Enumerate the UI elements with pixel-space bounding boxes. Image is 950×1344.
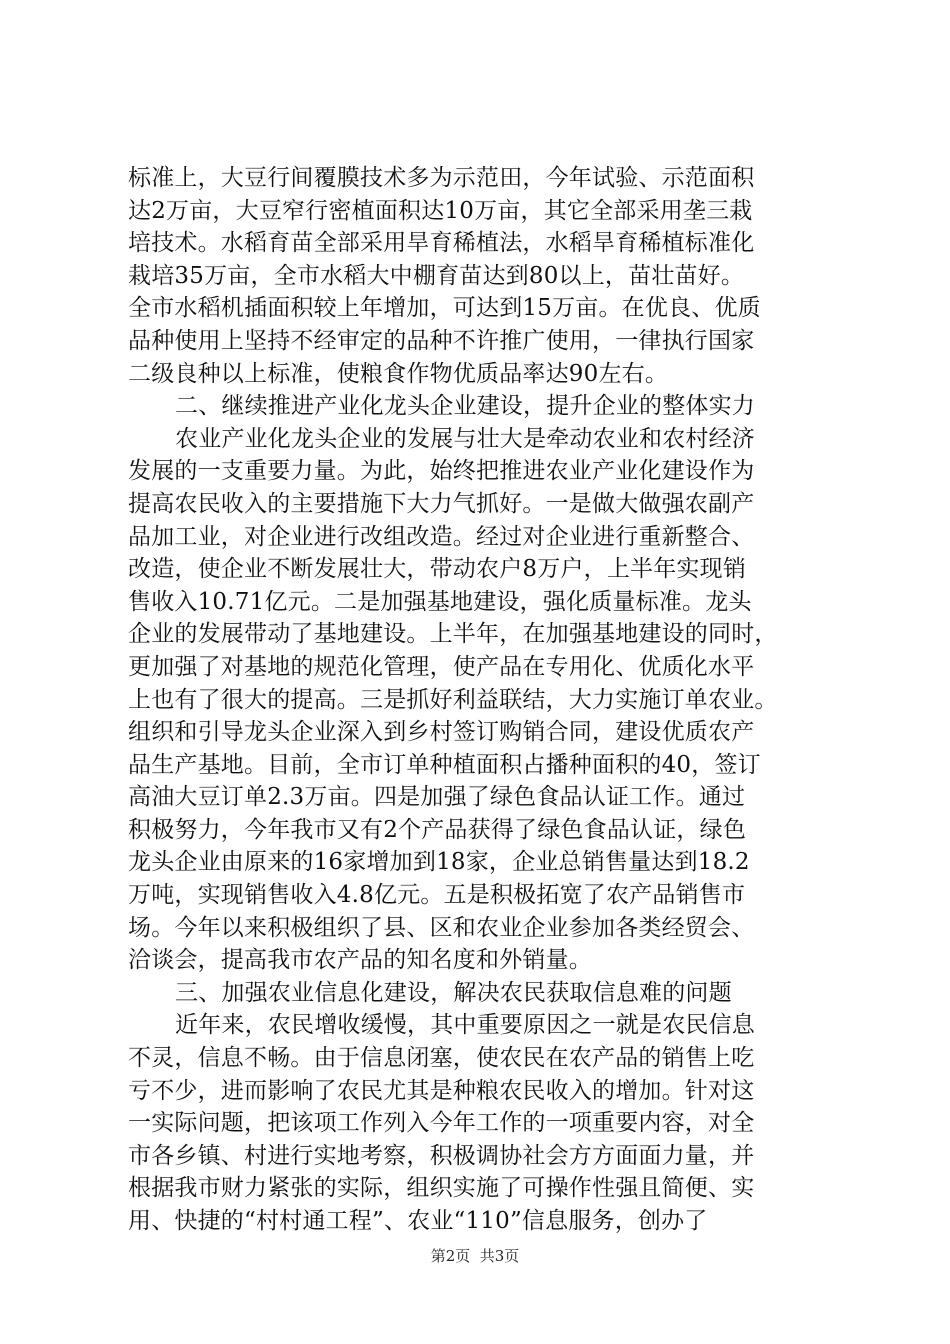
text-line: 不灵，信息不畅。由于信息闭塞，使农民在农产品的销售上吃: [128, 1045, 755, 1072]
text-line: 万吨，实现销售收入4.8亿元。五是积极拓宽了农产品销售市: [128, 882, 746, 909]
text-line: 用、快捷的“村村通工程”、农业“110”信息服务，创办了: [128, 1208, 708, 1234]
text-line: 二级良种以上标准，使粮食作物优质品率达90左右。: [128, 360, 669, 387]
text-line: 改造，使企业不断发展壮大，带动农户8万户，上半年实现销: [128, 556, 747, 583]
text-line: 品种使用上坚持不经审定的品种不许推广使用，一律执行国家: [128, 327, 755, 354]
text-line: 品生产基地。目前，全市订单种植面积占播种面积的40，签订: [128, 751, 761, 778]
text-line: 售收入10.71亿元。二是加强基地建设，强化质量标准。龙头: [128, 588, 752, 615]
text-line: 农业产业化龙头企业的发展与壮大是牵动农业和农村经济: [175, 425, 755, 452]
text-line: 一实际问题，把该项工作列入今年工作的一项重要内容，对全: [128, 1110, 755, 1137]
text-line: 组织和引导龙头企业深入到乡村签订购销合同，建设优质农产: [128, 719, 755, 746]
text-line: 龙头企业由原来的16家增加到18家，企业总销售量达到18.2: [128, 849, 750, 876]
text-line: 培技术。水稻育苗全部采用旱育稀植法，水稻旱育稀植标准化: [128, 230, 755, 257]
text-line: 洽谈会，提高我市农产品的知名度和外销量。: [128, 947, 592, 974]
text-line: 更加强了对基地的规范化管理，使产品在专用化、优质化水平: [128, 653, 755, 680]
text-line: 全市水稻机插面积较上年增加，可达到15万亩。在优良、优质: [128, 295, 761, 322]
page-footer: [0, 1245, 950, 1266]
text-line: 三、加强农业信息化建设，解决农民获取信息难的问题: [175, 979, 732, 1006]
text-line: 亏不少，进而影响了农民尤其是种粮农民收入的增加。针对这: [128, 1077, 755, 1104]
text-line: 品加工业，对企业进行改组改造。经过对企业进行重新整合、: [128, 523, 755, 550]
text-line: 提高农民收入的主要措施下大力气抓好。一是做大做强农副产: [128, 490, 755, 517]
text-line: 企业的发展带动了基地建设。上半年，在加强基地建设的同时，: [128, 621, 778, 648]
text-line: 上也有了很大的提高。三是抓好利益联结，大力实施订单农业。: [128, 686, 778, 713]
body-text: [128, 162, 828, 1238]
text-line: 市各乡镇、村进行实地考察，积极调协社会方方面面力量，并: [128, 1142, 755, 1169]
text-line: 达2万亩，大豆窄行密植面积达10万亩，其它全部采用垄三栽: [128, 197, 753, 224]
page-number: 第2页 共3页: [430, 1247, 520, 1265]
text-line: 发展的一支重要力量。为此，始终把推进农业产业化建设作为: [128, 458, 755, 485]
text-line: 积极努力，今年我市又有2个产品获得了绿色食品认证，绿色: [128, 816, 747, 843]
text-line: 近年来，农民增收缓慢，其中重要原因之一就是农民信息: [175, 1012, 755, 1039]
text-line: 根据我市财力紧张的实际，组织实施了可操作性强且简便、实: [128, 1175, 755, 1202]
text-line: 标准上，大豆行间覆膜技术多为示范田，今年试验、示范面积: [128, 165, 755, 191]
text-line: 场。今年以来积极组织了县、区和农业企业参加各类经贸会、: [128, 914, 755, 941]
text-line: 栽培35万亩，全市水稻大中棚育苗达到80以上，苗壮苗好。: [128, 262, 745, 289]
text-line: 二、继续推进产业化龙头企业建设，提升企业的整体实力: [175, 393, 755, 420]
text-line: 高油大豆订单2.3万亩。四是加强了绿色食品认证工作。通过: [128, 784, 746, 811]
